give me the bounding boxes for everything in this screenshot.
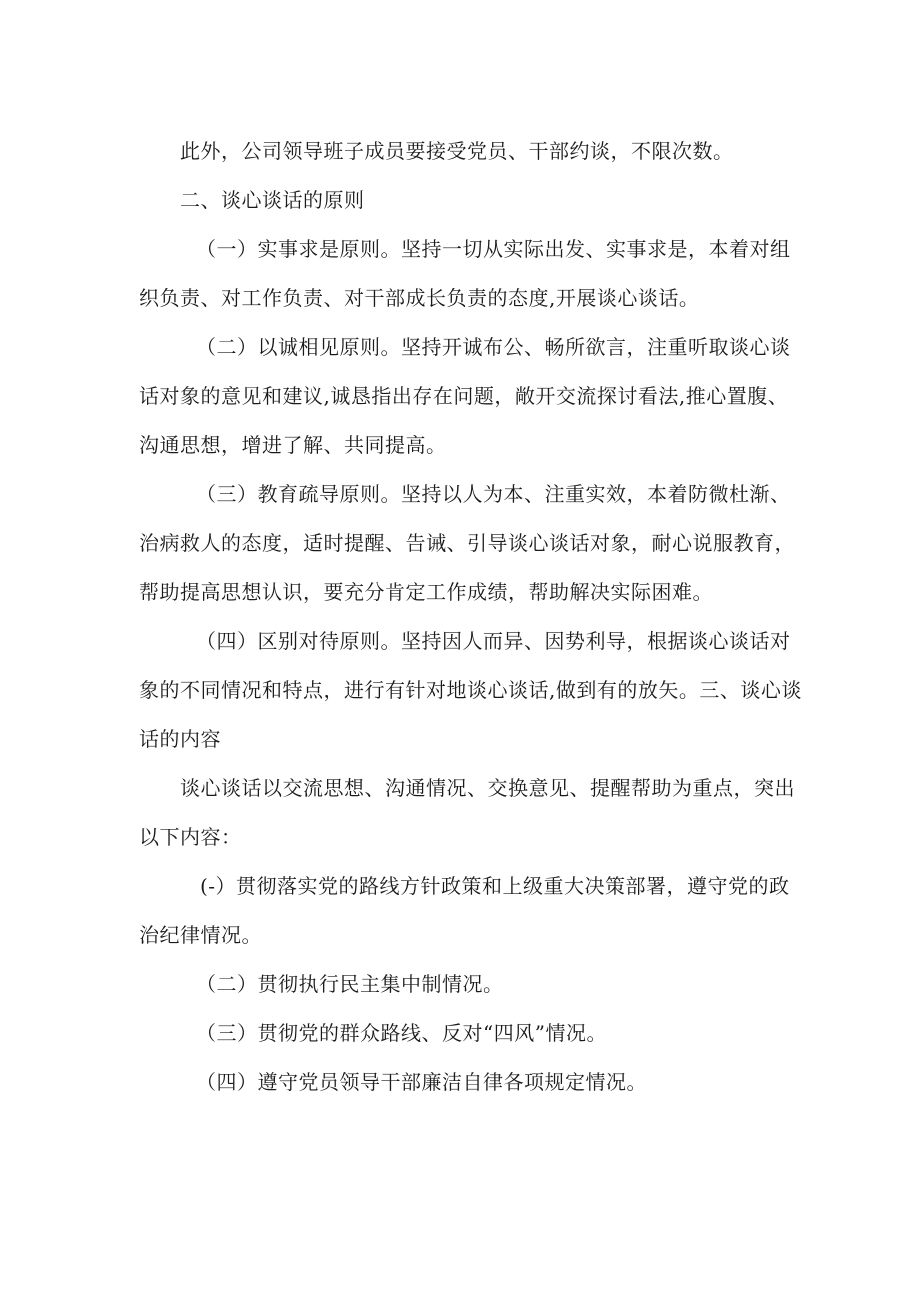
paragraph-line: 治纪律情况。 (139, 923, 262, 947)
paragraph-line: （一）实事求是原则。坚持一切从实际出发、实事求是，本着对组 (196, 237, 791, 261)
paragraph-line: (-）贯彻落实党的路线方针政策和上级重大决策部署，遵守党的政 (200, 874, 790, 898)
paragraph-line: 谈心谈话以交流思想、沟通情况、交换意见、提醒帮助为重点，突出 (180, 776, 795, 800)
paragraph-line: （四）遵守党员领导干部廉洁自律各项规定情况。 (196, 1070, 647, 1094)
paragraph-line: 织负责、对工作负责、对干部成长负责的态度,开展谈心谈话。 (139, 286, 700, 310)
paragraph-line: （三）贯彻党的群众路线、反对“四风”情况。 (196, 1021, 607, 1045)
paragraph-line: 治病救人的态度，适时提醒、告诫、引导谈心谈话对象，耐心说服教育， (139, 531, 795, 555)
paragraph-line: 沟通思想，增进了解、共同提高。 (139, 433, 447, 457)
paragraph-line: （三）教育疏导原则。坚持以人为本、注重实效，本着防微杜渐、 (196, 482, 791, 506)
paragraph-line: （二）以诚相见原则。坚持开诚布公、畅所欲言，注重听取谈心谈 (196, 335, 791, 359)
paragraph-line: 以下内容： (139, 825, 242, 849)
paragraph-line: 象的不同情况和特点，进行有针对地谈心谈话,做到有的放矢。三、谈心谈 (139, 678, 802, 702)
section-heading: 二、谈心谈话的原则 (180, 188, 365, 212)
paragraph-line: 此外，公司领导班子成员要接受党员、干部约谈，不限次数。 (180, 139, 734, 163)
paragraph-line: 话对象的意见和建议,诚恳指出存在问题，敞开交流探讨看法,推心置腹、 (139, 384, 789, 408)
paragraph-line: 话的内容 (139, 727, 221, 751)
paragraph-line: （四）区别对待原则。坚持因人而异、因势利导，根据谈心谈话对 (196, 629, 791, 653)
paragraph-line: 帮助提高思想认识，要充分肯定工作成绩，帮助解决实际困难。 (139, 580, 713, 604)
paragraph-line: （二）贯彻执行民主集中制情况。 (196, 972, 504, 996)
